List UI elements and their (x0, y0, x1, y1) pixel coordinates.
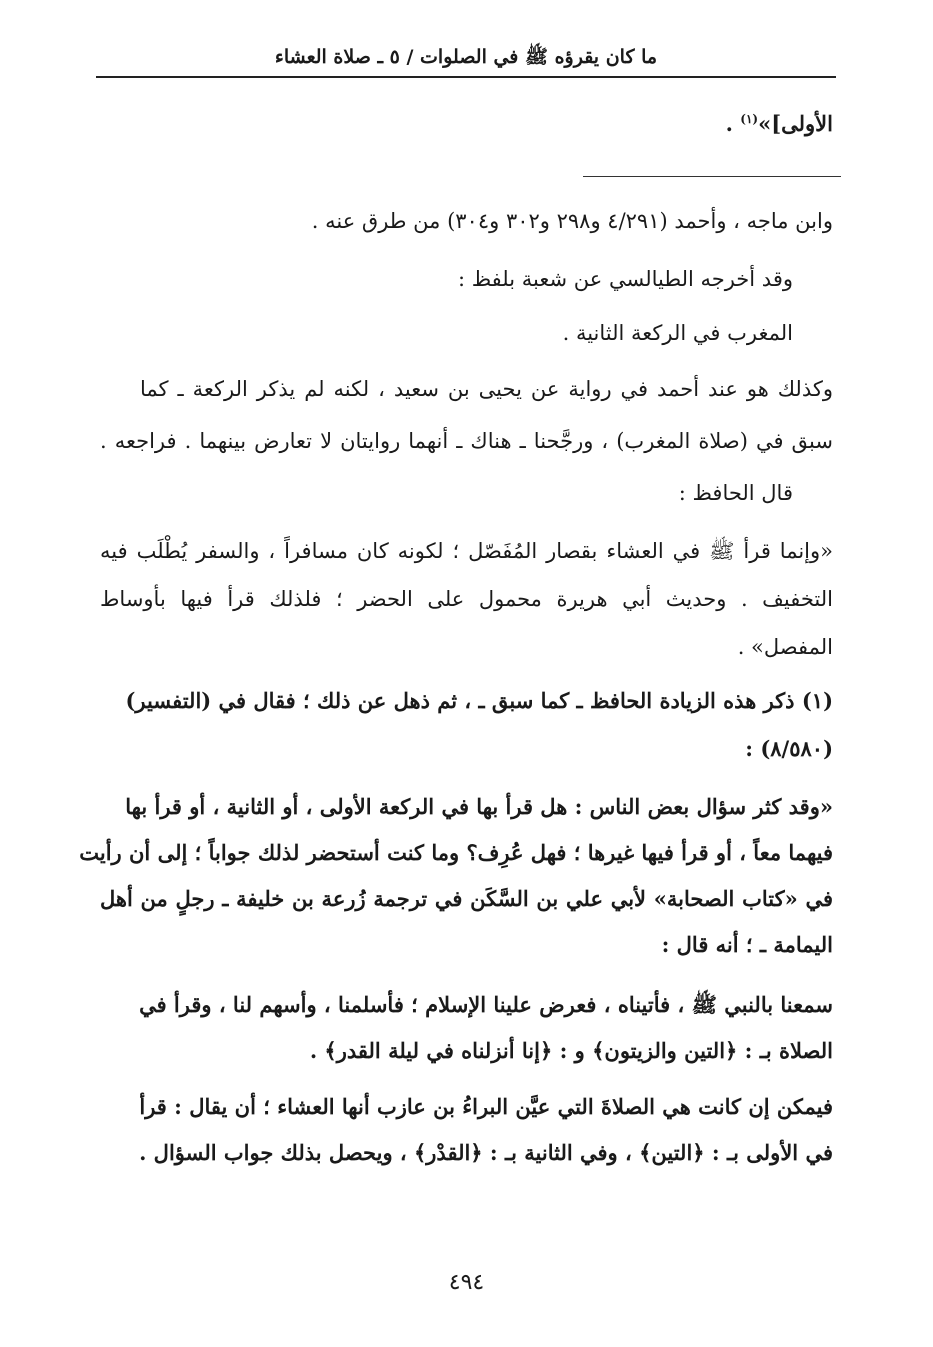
text-line: المغرب في الركعة الثانية . (562, 321, 793, 345)
footnote-line: «وقد كثر سؤال بعض الناس : هل قرأ بها في الركعة الأولى ، أو الثانية ، أو قرأ بها (125, 794, 833, 819)
footnote-line: اليمامة ـ ؛ أنه قال : (661, 932, 833, 957)
footnote-line: فيمكن إن كانت هي الصلاةَ التي عيَّن البراءُ بن عازب أنها العشاء ؛ أن يقال : قرأ (139, 1094, 833, 1119)
footnote-separator (583, 176, 841, 177)
text-line: وقد أخرجه الطيالسي عن شعبة بلفظ : (458, 267, 793, 291)
text-line: المفصل» . (737, 635, 833, 659)
text-line: وابن ماجه ، وأحمد (٤/٢٩١ و٢٩٨ و٣٠٢ و٣٠٤) من طرق عنه . (311, 209, 833, 233)
continuation-end: . (725, 111, 741, 136)
footnote-line: سمعنا بالنبي ﷺ ، فأتيناه ، فعرض علينا الإسلام ؛ فأسلمنا ، وأسهم لنا ، وقرأ في (139, 992, 833, 1017)
footnote-line: (١) ذكر هذه الزيادة الحافظ ـ كما سبق ـ ، ثم ذهل عن ذلك ؛ فقال في (التفسير) (125, 688, 833, 713)
text-line: سبق في (صلاة المغرب) ، ورجَّحنا ـ هناك ـ أنهما روايتان لا تعارض بينهما . فراجعه . (100, 429, 833, 453)
continuation-line (100, 104, 833, 139)
text-line: «وإنما قرأ ﷺ في العشاء بقصار المُفَصّل ؛ لكونه كان مسافراً ، والسفر يُطْلَب فيه (100, 539, 833, 563)
text-line: وكذلك هو عند أحمد في رواية عن يحيى بن سعيد ، لكنه لم يذكر الركعة ـ كما (140, 377, 833, 401)
footnote-line: في «كتاب الصحابة» لأبي علي بن السَّكَن في ترجمة زُرعة بن خليفة ـ رجلٍ من أهل (100, 886, 833, 911)
page-number: ٤٩٤ (448, 1270, 485, 1295)
continuation-text: الأولى]» (758, 111, 833, 136)
header-title: ما كان يقرؤه ﷺ في الصلوات / ٥ ـ صلاة العشاء (274, 46, 658, 68)
footnote-line: فيهما معاً ، أو قرأ فيها غيرها ؛ فهل عُرِف؟ وما كنت أستحضر لذلك جواباً ؛ إلى أن رأيت (79, 840, 833, 865)
footnote-line: الصلاة بـ : ﴿التين والزيتون﴾ و : ﴿إنا أنزلناه في ليلة القدر﴾ . (309, 1038, 833, 1063)
text-line: قال الحافظ : (678, 481, 793, 505)
footnote-line: (٨/٥٨٠) : (745, 736, 833, 761)
footnote-ref: (١) (740, 112, 759, 126)
text-line: التخفيف . وحديث أبي هريرة محمول على الحضر ؛ فلذلك قرأ فيها بأوساط (100, 587, 833, 611)
running-header (96, 38, 836, 78)
footnote-line: في الأولى بـ : ﴿التين﴾ ، وفي الثانية بـ : ﴿القدْر﴾ ، ويحصل بذلك جواب السؤال . (139, 1140, 833, 1165)
